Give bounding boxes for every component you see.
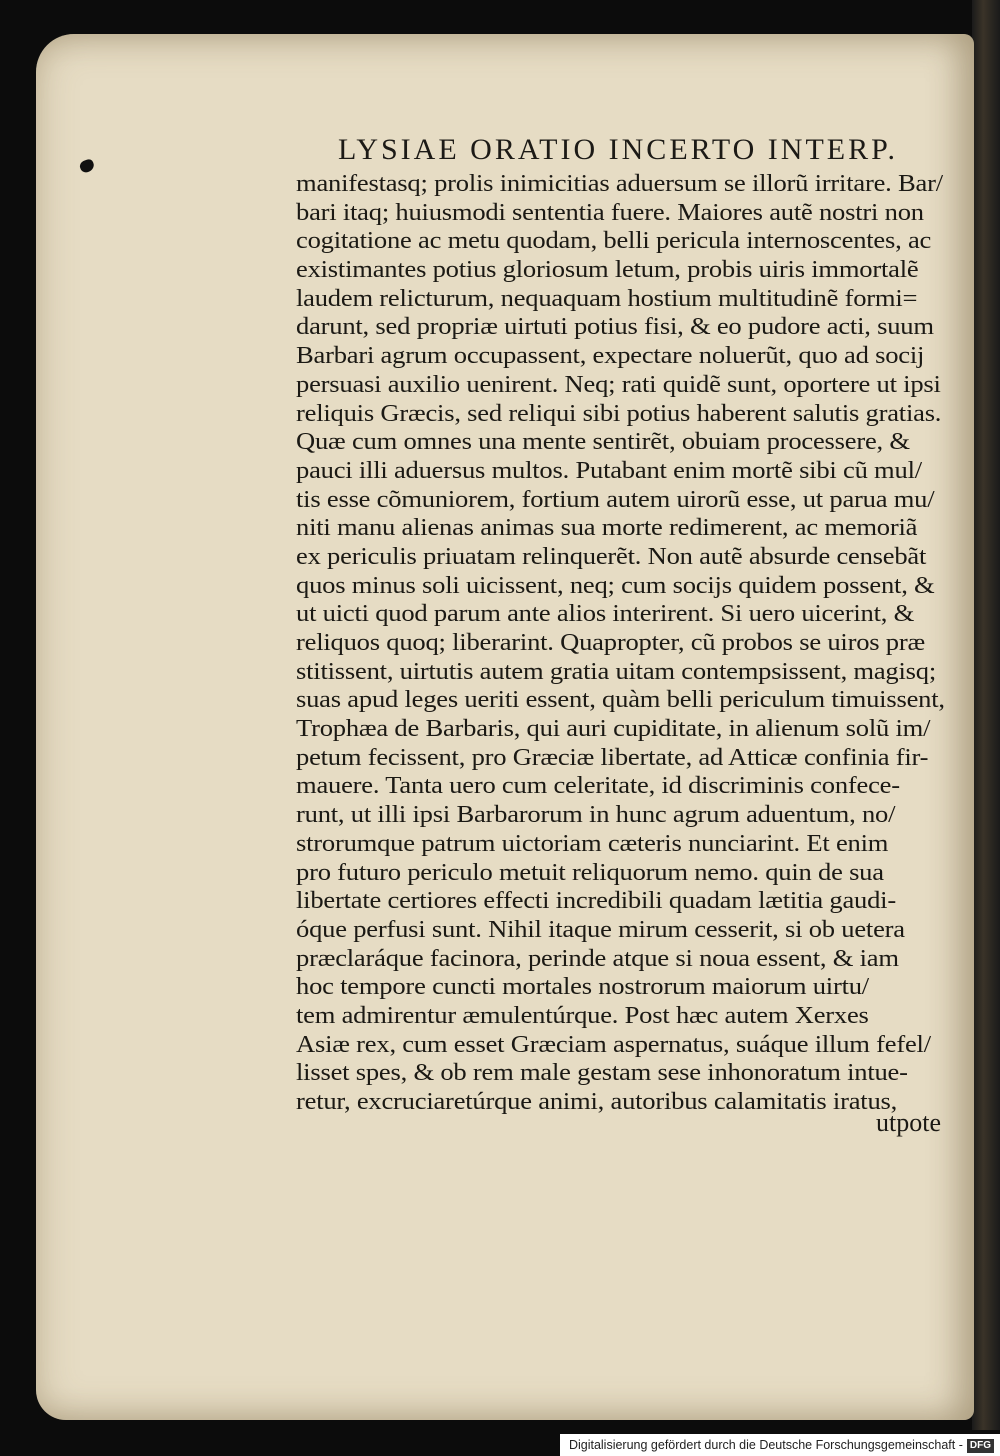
text-line: præclaráque facinora, perinde atque si noua essent, & iam: [296, 944, 899, 972]
text-line: pro futuro periculo metuit reliquorum nemo. quin de sua: [296, 858, 884, 886]
text-line: manifestasq; prolis inimicitias aduersum se illorũ irritare. Bar/: [296, 170, 943, 197]
text-line: persuasi auxilio uenirent. Neq; rati quidẽ sunt, oportere ut ipsi: [296, 370, 941, 398]
text-line: suas apud leges ueriti essent, quàm belli periculum timuissent,: [296, 686, 945, 714]
text-line: laudem relicturum, nequaquam hostium multitudinẽ formi=: [296, 284, 918, 312]
credit-text: Digitalisierung gefördert durch die Deutsche Forschungsgemeinschaft -: [568, 1438, 963, 1452]
text-line: reliquis Græcis, sed reliqui sibi potius haberent salutis gratias.: [296, 399, 942, 427]
body-text: [296, 170, 956, 1117]
running-header: LYSIAE ORATIO INCERTO INTERP.: [338, 133, 898, 166]
book-spine: [972, 0, 1000, 1430]
text-line: hoc tempore cuncti mortales nostrorum maiorum uirtu/: [296, 973, 869, 1001]
text-line: strorumque patrum uictoriam cæteris nunciarint. Et enim: [296, 829, 889, 857]
text-line: libertate certiores effecti incredibili quadam lætitia gaudi-: [296, 887, 896, 915]
text-line: ex periculis priuatam relinquerẽt. Non autẽ absurde censebãt: [296, 542, 927, 570]
digitization-credit: [560, 1434, 1000, 1456]
text-line: óque perfusi sunt. Nihil itaque mirum cesserit, si ob uetera: [296, 915, 905, 943]
text-line: quos minus soli uicissent, neq; cum socijs quidem possent, &: [296, 571, 935, 599]
text-line: retur, excruciaretúrque animi, autoribus calamitatis iratus,: [296, 1088, 898, 1115]
text-line: bari itaq; huiusmodi sententia fuere. Maiores autẽ nostri non: [296, 198, 924, 226]
text-line: niti manu alienas animas sua morte redimerent, ac memoriã: [296, 514, 918, 542]
text-line: stitissent, uirtutis autem gratia uitam contempsissent, magisq;: [296, 657, 937, 685]
text-line: ut uicti quod parum ante alios interirent. Si uero uicerint, &: [296, 600, 915, 628]
text-line: reliquos quoq; liberarint. Quapropter, cũ probos se uiros præ: [296, 629, 926, 656]
ink-blot: [78, 158, 95, 174]
text-line: pauci illi aduersus multos. Putabant enim mortẽ sibi cũ mul/: [296, 456, 922, 484]
text-line: runt, ut illi ipsi Barbarorum in hunc agrum aduentum, no/: [296, 801, 896, 829]
dfg-logo: DFG: [967, 1439, 994, 1453]
text-line: lisset spes, & ob rem male gestam sese inhonoratum intue-: [296, 1059, 908, 1087]
catchword: utpote: [876, 1108, 941, 1137]
text-line: cogitatione ac metu quodam, belli pericula internoscentes, ac: [296, 227, 932, 255]
text-line: Barbari agrum occupassent, expectare noluerũt, quo ad socij: [296, 342, 925, 370]
text-line: existimantes potius gloriosum letum, probis uiris immortalẽ: [296, 256, 919, 284]
text-line: mauere. Tanta uero cum celeritate, id discriminis confece-: [296, 772, 900, 800]
text-line: Trophæa de Barbaris, qui auri cupiditate, in alienum solũ im/: [296, 715, 931, 743]
text-line: Quæ cum omnes una mente sentirẽt, obuiam processere, &: [296, 428, 910, 456]
text-line: Asiæ rex, cum esset Græciam aspernatus, suáque illum fefel/: [296, 1030, 931, 1058]
text-line: tis esse cõmuniorem, fortium autem uirorũ esse, ut parua mu/: [296, 485, 935, 513]
text-line: tem admirentur æmulentúrque. Post hæc autem Xerxes: [296, 1001, 869, 1029]
text-line: petum fecissent, pro Græciæ libertate, ad Atticæ confinia fir-: [296, 743, 929, 771]
text-line: darunt, sed propriæ uirtuti potius fisi, & eo pudore acti, suum: [296, 313, 934, 341]
